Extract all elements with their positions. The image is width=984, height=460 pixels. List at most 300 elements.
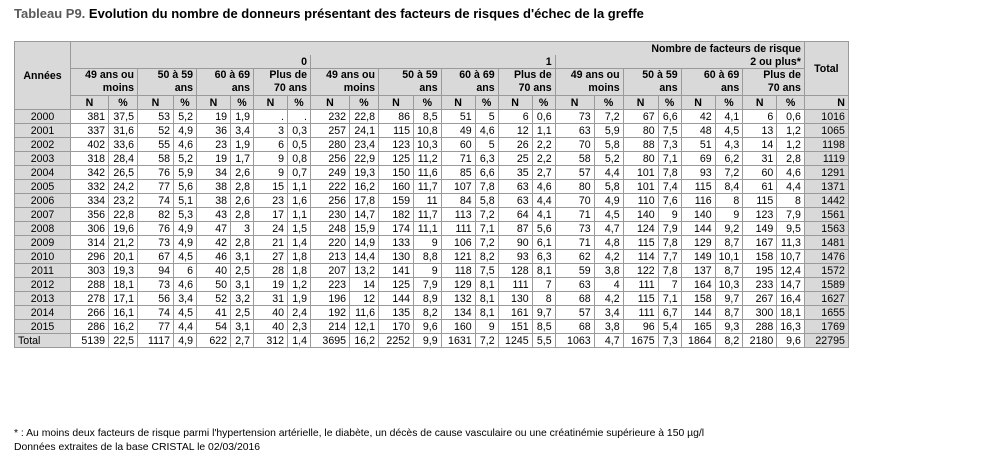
- value-cell: 57: [555, 166, 594, 180]
- value-cell: 46: [197, 250, 231, 264]
- value-cell: 9,7: [532, 306, 555, 320]
- value-cell: 1,1: [288, 208, 311, 222]
- year-cell: 2004: [15, 166, 71, 180]
- age-class-line1: Plus de: [269, 69, 307, 81]
- pct-header: %: [777, 96, 805, 110]
- value-cell: 88: [623, 138, 658, 152]
- value-cell: 2,8: [231, 236, 254, 250]
- value-cell: 94: [138, 264, 174, 278]
- value-cell: 31: [743, 152, 777, 166]
- value-cell: 149: [681, 250, 715, 264]
- value-cell: 52: [197, 292, 231, 306]
- value-cell: 130: [498, 292, 532, 306]
- value-cell: 113: [441, 208, 475, 222]
- value-cell: 334: [71, 194, 109, 208]
- value-cell: 158: [681, 292, 715, 306]
- value-cell: 8,1: [475, 278, 498, 292]
- value-cell: 2,5: [231, 264, 254, 278]
- footnote-definition: * : Au moins deux facteurs de risque parmi l'hypertension artérielle, le diabète, un décès de cause vasculaire ou une créatinémie supérieure à 150 µg/l: [14, 428, 705, 439]
- value-cell: 7,1: [658, 292, 681, 306]
- age-class-header: [379, 69, 442, 96]
- value-cell: 4,6: [532, 180, 555, 194]
- value-cell: 5,2: [174, 152, 197, 166]
- pct-header: %: [594, 96, 623, 110]
- table-row: [15, 250, 849, 264]
- value-cell: 6,6: [475, 166, 498, 180]
- total-cell: 1481: [804, 236, 848, 250]
- value-cell: 0,7: [288, 166, 311, 180]
- value-cell: 59: [555, 264, 594, 278]
- value-cell: 8,8: [414, 250, 442, 264]
- value-cell: 8,2: [475, 250, 498, 264]
- value-cell: 2,2: [532, 152, 555, 166]
- table-row: [15, 334, 849, 348]
- value-cell: 38: [197, 194, 231, 208]
- value-cell: 23: [197, 138, 231, 152]
- value-cell: 13: [743, 124, 777, 138]
- value-cell: 4,6: [475, 124, 498, 138]
- value-cell: 256: [311, 194, 350, 208]
- value-cell: 12: [498, 124, 532, 138]
- value-cell: 28,4: [109, 152, 138, 166]
- total-cell: 1119: [804, 152, 848, 166]
- value-cell: 230: [311, 208, 350, 222]
- value-cell: 9,2: [715, 222, 743, 236]
- value-cell: 1,5: [288, 222, 311, 236]
- value-cell: 101: [623, 166, 658, 180]
- value-cell: 6: [174, 264, 197, 278]
- value-cell: 8: [777, 194, 805, 208]
- value-cell: 5139: [71, 334, 109, 348]
- value-cell: 22,9: [350, 152, 379, 166]
- table-row: [15, 152, 849, 166]
- value-cell: 174: [379, 222, 414, 236]
- value-cell: 7,5: [658, 124, 681, 138]
- value-cell: 48: [681, 124, 715, 138]
- value-cell: 2,6: [231, 194, 254, 208]
- value-cell: 134: [441, 306, 475, 320]
- total-cell: 1065: [804, 124, 848, 138]
- value-cell: 7,2: [475, 236, 498, 250]
- value-cell: 60: [743, 166, 777, 180]
- value-cell: 76: [138, 166, 174, 180]
- value-cell: 8,5: [414, 110, 442, 124]
- age-class-header: [311, 69, 379, 96]
- value-cell: 52: [138, 124, 174, 138]
- value-cell: 63: [555, 278, 594, 292]
- value-cell: 111: [498, 278, 532, 292]
- value-cell: 1,8: [288, 264, 311, 278]
- value-cell: 9,6: [777, 334, 805, 348]
- value-cell: 332: [71, 180, 109, 194]
- age-class-line2: moins: [588, 82, 620, 94]
- value-cell: 7,9: [658, 222, 681, 236]
- value-cell: 14,4: [350, 250, 379, 264]
- value-cell: 1864: [681, 334, 715, 348]
- value-cell: 7,1: [658, 152, 681, 166]
- age-class-line1: 50 à 59: [642, 69, 678, 81]
- value-cell: 6,3: [532, 250, 555, 264]
- value-cell: 0,5: [288, 138, 311, 152]
- value-cell: 132: [441, 292, 475, 306]
- value-cell: 128: [498, 264, 532, 278]
- age-class-line2: moins: [343, 82, 375, 94]
- value-cell: 8,7: [715, 236, 743, 250]
- year-cell: 2003: [15, 152, 71, 166]
- value-cell: .: [288, 110, 311, 124]
- value-cell: 381: [71, 110, 109, 124]
- group-header-1: 1: [311, 55, 556, 69]
- value-cell: 84: [441, 194, 475, 208]
- value-cell: 288: [743, 320, 777, 334]
- value-cell: 93: [681, 166, 715, 180]
- value-cell: 278: [71, 292, 109, 306]
- value-cell: 2,8: [777, 152, 805, 166]
- value-cell: 23: [254, 194, 288, 208]
- value-cell: 1117: [138, 334, 174, 348]
- value-cell: 14,7: [350, 208, 379, 222]
- value-cell: 1,1: [532, 124, 555, 138]
- value-cell: 51: [681, 138, 715, 152]
- value-cell: 2252: [379, 334, 414, 348]
- total-cell: 1627: [804, 292, 848, 306]
- value-cell: 1,9: [231, 110, 254, 124]
- value-cell: 3,4: [594, 306, 623, 320]
- value-cell: 19: [254, 278, 288, 292]
- value-cell: 5,4: [658, 320, 681, 334]
- value-cell: 7,9: [777, 208, 805, 222]
- value-cell: 10,3: [715, 278, 743, 292]
- value-cell: 9,6: [414, 320, 442, 334]
- value-cell: 159: [379, 194, 414, 208]
- value-cell: 9: [254, 166, 288, 180]
- value-cell: 160: [441, 320, 475, 334]
- value-cell: 8,5: [532, 320, 555, 334]
- value-cell: 3: [254, 124, 288, 138]
- table-row: [15, 208, 849, 222]
- value-cell: 5: [475, 110, 498, 124]
- value-cell: 8,2: [414, 306, 442, 320]
- value-cell: 6,6: [658, 110, 681, 124]
- value-cell: 63: [498, 180, 532, 194]
- value-cell: 130: [379, 250, 414, 264]
- value-cell: 2,7: [231, 334, 254, 348]
- value-cell: 5,8: [594, 180, 623, 194]
- value-cell: 77: [138, 320, 174, 334]
- value-cell: 19,3: [109, 264, 138, 278]
- value-cell: 12,1: [350, 320, 379, 334]
- year-cell: 2008: [15, 222, 71, 236]
- value-cell: 4,7: [594, 222, 623, 236]
- value-cell: 19,6: [109, 222, 138, 236]
- value-cell: 28: [254, 264, 288, 278]
- value-cell: .: [254, 110, 288, 124]
- age-class-header: [743, 69, 805, 96]
- value-cell: 8,7: [715, 306, 743, 320]
- value-cell: 74: [138, 306, 174, 320]
- total-cell: 1769: [804, 320, 848, 334]
- value-cell: 3,4: [174, 292, 197, 306]
- value-cell: 4,5: [594, 208, 623, 222]
- value-cell: 232: [311, 110, 350, 124]
- value-cell: 16,1: [109, 306, 138, 320]
- value-cell: 4,9: [174, 222, 197, 236]
- value-cell: 11,2: [414, 152, 442, 166]
- value-cell: 300: [743, 306, 777, 320]
- value-cell: 7,2: [475, 334, 498, 348]
- value-cell: 115: [681, 180, 715, 194]
- value-cell: 23,4: [350, 138, 379, 152]
- value-cell: 5,6: [532, 222, 555, 236]
- value-cell: 96: [623, 320, 658, 334]
- value-cell: 8,4: [715, 180, 743, 194]
- value-cell: 9: [715, 208, 743, 222]
- value-cell: 5,3: [174, 208, 197, 222]
- value-cell: 256: [311, 152, 350, 166]
- value-cell: 2,4: [288, 306, 311, 320]
- group-header-0: 0: [71, 55, 311, 69]
- value-cell: 9,3: [715, 320, 743, 334]
- age-class-line1: 49 ans ou: [326, 69, 375, 81]
- age-class-line1: 49 ans ou: [570, 69, 620, 81]
- value-cell: 1675: [623, 334, 658, 348]
- year-cell: 2001: [15, 124, 71, 138]
- value-cell: 68: [555, 292, 594, 306]
- risk-factor-count-header: Nombre de facteurs de risque: [71, 42, 805, 56]
- value-cell: 37,5: [109, 110, 138, 124]
- value-cell: 144: [379, 292, 414, 306]
- value-cell: 135: [379, 306, 414, 320]
- table-row: [15, 264, 849, 278]
- value-cell: 82: [138, 208, 174, 222]
- value-cell: 402: [71, 138, 109, 152]
- value-cell: 11,6: [350, 306, 379, 320]
- value-cell: 11,7: [414, 208, 442, 222]
- value-cell: 116: [681, 194, 715, 208]
- value-cell: 4,9: [174, 124, 197, 138]
- value-cell: 9,9: [414, 334, 442, 348]
- value-cell: 80: [623, 152, 658, 166]
- year-cell: 2006: [15, 194, 71, 208]
- age-class-line1: Plus de: [513, 69, 552, 81]
- value-cell: 1,2: [777, 138, 805, 152]
- value-cell: 73: [555, 222, 594, 236]
- value-cell: 7,8: [475, 180, 498, 194]
- age-class-line1: 50 à 59: [402, 69, 438, 81]
- value-cell: 286: [71, 320, 109, 334]
- table-row: [15, 180, 849, 194]
- value-cell: 51: [441, 110, 475, 124]
- table-row: [15, 110, 849, 124]
- value-cell: 4,5: [174, 306, 197, 320]
- value-cell: 115: [623, 236, 658, 250]
- value-cell: 41: [197, 306, 231, 320]
- value-cell: 19: [197, 110, 231, 124]
- value-cell: 151: [498, 320, 532, 334]
- value-cell: 5,6: [174, 180, 197, 194]
- year-cell: 2013: [15, 292, 71, 306]
- value-cell: 63: [555, 124, 594, 138]
- value-cell: 160: [379, 180, 414, 194]
- value-cell: 2,7: [532, 166, 555, 180]
- value-cell: 31: [254, 292, 288, 306]
- value-cell: 22,5: [109, 334, 138, 348]
- age-class-line2: ans: [231, 82, 250, 94]
- value-cell: 7: [532, 278, 555, 292]
- value-cell: 16,4: [777, 292, 805, 306]
- value-cell: 6: [498, 110, 532, 124]
- value-cell: 14: [743, 138, 777, 152]
- value-cell: 7,6: [658, 194, 681, 208]
- value-cell: 2,8: [231, 208, 254, 222]
- value-cell: 22,8: [350, 110, 379, 124]
- value-cell: 73: [138, 236, 174, 250]
- value-cell: 115: [379, 124, 414, 138]
- value-cell: 125: [379, 152, 414, 166]
- value-cell: 337: [71, 124, 109, 138]
- value-cell: 87: [498, 222, 532, 236]
- value-cell: 17,1: [109, 292, 138, 306]
- pct-header: %: [475, 96, 498, 110]
- value-cell: 85: [441, 166, 475, 180]
- value-cell: 40: [197, 264, 231, 278]
- value-cell: 1,9: [231, 138, 254, 152]
- pct-header: %: [350, 96, 379, 110]
- value-cell: 1,8: [288, 250, 311, 264]
- year-cell: 2014: [15, 306, 71, 320]
- value-cell: 56: [138, 292, 174, 306]
- age-class-header: [623, 69, 681, 96]
- value-cell: 111: [623, 278, 658, 292]
- value-cell: 19,3: [350, 166, 379, 180]
- value-cell: 54: [197, 320, 231, 334]
- value-cell: 71: [555, 208, 594, 222]
- pct-header: %: [658, 96, 681, 110]
- value-cell: 306: [71, 222, 109, 236]
- pct-header: %: [288, 96, 311, 110]
- value-cell: 207: [311, 264, 350, 278]
- value-cell: 182: [379, 208, 414, 222]
- value-cell: 7,1: [475, 222, 498, 236]
- value-cell: 0,6: [532, 110, 555, 124]
- value-cell: 34: [197, 166, 231, 180]
- age-class-line1: 60 à 69: [459, 69, 495, 81]
- value-cell: 6,3: [475, 152, 498, 166]
- value-cell: 2,6: [231, 166, 254, 180]
- value-cell: 68: [555, 320, 594, 334]
- value-cell: 7,8: [658, 264, 681, 278]
- pct-header: %: [231, 96, 254, 110]
- value-cell: 8: [715, 194, 743, 208]
- value-cell: 4,1: [532, 208, 555, 222]
- value-cell: 4: [594, 278, 623, 292]
- value-cell: 22,8: [109, 208, 138, 222]
- table-number: Tableau P9.: [14, 6, 86, 21]
- value-cell: 4,4: [594, 166, 623, 180]
- value-cell: 73: [138, 278, 174, 292]
- value-cell: 249: [311, 166, 350, 180]
- value-cell: 24,1: [350, 124, 379, 138]
- table-row: [15, 236, 849, 250]
- value-cell: 86: [379, 110, 414, 124]
- value-cell: 4,2: [594, 292, 623, 306]
- value-cell: 24,2: [109, 180, 138, 194]
- value-cell: 314: [71, 236, 109, 250]
- value-cell: 1,7: [231, 152, 254, 166]
- pct-header: %: [715, 96, 743, 110]
- value-cell: 8,7: [715, 264, 743, 278]
- value-cell: 1,4: [288, 236, 311, 250]
- value-cell: 71: [441, 152, 475, 166]
- value-cell: 9: [414, 236, 442, 250]
- value-cell: 13,2: [350, 264, 379, 278]
- value-cell: 90: [498, 236, 532, 250]
- value-cell: 64: [498, 208, 532, 222]
- total-n-header: N: [804, 96, 848, 110]
- value-cell: 7,8: [658, 236, 681, 250]
- age-class-header: [681, 69, 743, 96]
- year-cell: Total: [15, 334, 71, 348]
- value-cell: 16,2: [109, 320, 138, 334]
- value-cell: 77: [138, 180, 174, 194]
- value-cell: 165: [681, 320, 715, 334]
- year-cell: 2010: [15, 250, 71, 264]
- value-cell: 3,1: [231, 278, 254, 292]
- value-cell: 233: [743, 278, 777, 292]
- value-cell: 11,1: [414, 222, 442, 236]
- value-cell: 158: [743, 250, 777, 264]
- value-cell: 115: [623, 292, 658, 306]
- value-cell: 164: [681, 278, 715, 292]
- year-cell: 2005: [15, 180, 71, 194]
- value-cell: 5,9: [594, 124, 623, 138]
- age-class-line1: 49 ans ou: [85, 69, 134, 81]
- value-cell: 14,7: [777, 278, 805, 292]
- total-cell: 1442: [804, 194, 848, 208]
- value-cell: 106: [441, 236, 475, 250]
- table-row: [15, 306, 849, 320]
- n-header: N: [254, 96, 288, 110]
- value-cell: 5,8: [475, 194, 498, 208]
- age-class-header: [555, 69, 623, 96]
- value-cell: 115: [743, 194, 777, 208]
- table-row: [15, 166, 849, 180]
- age-class-header: [197, 69, 254, 96]
- total-cell: 1563: [804, 222, 848, 236]
- age-class-line2: ans: [476, 82, 495, 94]
- value-cell: 144: [681, 306, 715, 320]
- value-cell: 288: [71, 278, 109, 292]
- value-cell: 61: [743, 180, 777, 194]
- value-cell: 49: [441, 124, 475, 138]
- table-title: [14, 6, 644, 21]
- value-cell: 7: [658, 278, 681, 292]
- value-cell: 26,5: [109, 166, 138, 180]
- value-cell: 7,2: [715, 166, 743, 180]
- value-cell: 50: [197, 278, 231, 292]
- total-cell: 1371: [804, 180, 848, 194]
- table-caption: Evolution du nombre de donneurs présentant des facteurs de risques d'échec de la greffe: [85, 6, 644, 21]
- n-header: N: [498, 96, 532, 110]
- value-cell: 141: [379, 264, 414, 278]
- age-class-line1: Plus de: [763, 69, 801, 81]
- value-cell: 1631: [441, 334, 475, 348]
- value-cell: 4,5: [715, 124, 743, 138]
- value-cell: 73: [555, 110, 594, 124]
- age-class-line2: 70 ans: [274, 82, 307, 94]
- value-cell: 18,1: [777, 306, 805, 320]
- value-cell: 2,8: [231, 180, 254, 194]
